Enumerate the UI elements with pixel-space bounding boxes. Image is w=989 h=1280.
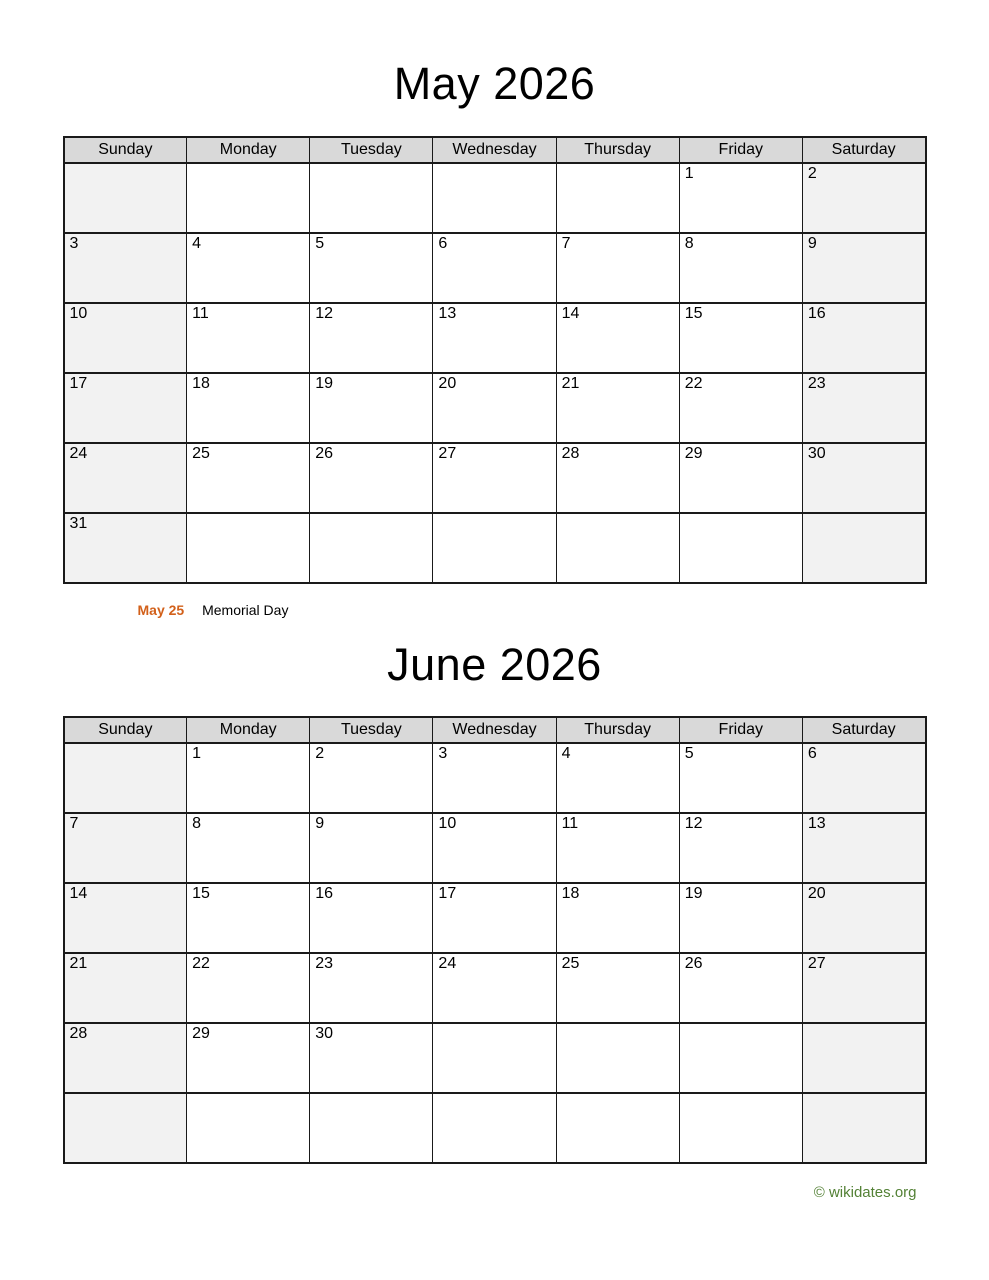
day-cell-12: 12 [679,813,802,883]
day-cell-14: 14 [64,883,187,953]
day-cell-16: 16 [310,883,433,953]
day-cell-29: 29 [679,443,802,513]
day-cell-7: 7 [556,233,679,303]
day-cell-9: 9 [802,233,925,303]
day-header-thursday: Thursday [556,717,679,743]
day-header-sunday: Sunday [64,717,187,743]
empty-day-cell [802,1093,925,1163]
day-cell-5: 5 [679,743,802,813]
wikidates-link[interactable]: © wikidates.org [813,1184,917,1201]
day-cell-1: 1 [679,163,802,233]
day-cell-25: 25 [556,953,679,1023]
day-cell-28: 28 [556,443,679,513]
day-header-monday: Monday [187,137,310,163]
empty-day-cell [802,513,925,583]
empty-day-cell [310,163,433,233]
day-cell-4: 4 [187,233,310,303]
holiday-note [63,602,927,618]
day-cell-18: 18 [187,373,310,443]
day-cell-26: 26 [679,953,802,1023]
day-header-saturday: Saturday [802,137,925,163]
day-cell-2: 2 [802,163,925,233]
week-row [64,233,926,303]
day-cell-4: 4 [556,743,679,813]
day-cell-20: 20 [802,883,925,953]
empty-day-cell [310,513,433,583]
day-cell-13: 13 [433,303,556,373]
empty-day-cell [433,1093,556,1163]
day-header-saturday: Saturday [802,717,925,743]
day-cell-3: 3 [64,233,187,303]
day-cell-15: 15 [679,303,802,373]
day-cell-3: 3 [433,743,556,813]
empty-day-cell [187,1093,310,1163]
day-cell-9: 9 [310,813,433,883]
day-cell-13: 13 [802,813,925,883]
empty-day-cell [64,1093,187,1163]
empty-day-cell [679,1093,802,1163]
weekday-header-row [64,717,926,743]
day-cell-22: 22 [187,953,310,1023]
day-cell-25: 25 [187,443,310,513]
week-row [64,303,926,373]
day-cell-12: 12 [310,303,433,373]
week-row [64,1093,926,1163]
day-cell-24: 24 [64,443,187,513]
week-row [64,443,926,513]
day-cell-16: 16 [802,303,925,373]
day-header-thursday: Thursday [556,137,679,163]
day-cell-24: 24 [433,953,556,1023]
day-cell-10: 10 [433,813,556,883]
day-header-friday: Friday [679,717,802,743]
week-row [64,373,926,443]
day-cell-21: 21 [64,953,187,1023]
empty-day-cell [556,1023,679,1093]
day-header-wednesday: Wednesday [433,137,556,163]
footer [63,1184,927,1201]
calendar-table-may [63,136,927,584]
day-cell-27: 27 [802,953,925,1023]
day-cell-28: 28 [64,1023,187,1093]
day-cell-19: 19 [310,373,433,443]
holiday-label: Memorial Day [202,601,289,618]
day-cell-23: 23 [310,953,433,1023]
day-cell-14: 14 [556,303,679,373]
day-cell-26: 26 [310,443,433,513]
day-cell-19: 19 [679,883,802,953]
empty-day-cell [556,1093,679,1163]
calendar-table-june [63,716,927,1164]
month-title-june: June 2026 [387,638,602,690]
day-header-tuesday: Tuesday [310,137,433,163]
holiday-date: May 25 [137,601,185,618]
day-cell-8: 8 [187,813,310,883]
day-cell-17: 17 [433,883,556,953]
week-row [64,813,926,883]
day-cell-11: 11 [556,813,679,883]
day-cell-2: 2 [310,743,433,813]
empty-day-cell [310,1093,433,1163]
day-cell-7: 7 [64,813,187,883]
weekday-header-row [64,137,926,163]
empty-day-cell [433,163,556,233]
day-header-friday: Friday [679,137,802,163]
day-header-sunday: Sunday [64,137,187,163]
empty-day-cell [187,513,310,583]
empty-day-cell [433,513,556,583]
empty-day-cell [556,163,679,233]
day-cell-10: 10 [64,303,187,373]
day-cell-20: 20 [433,373,556,443]
empty-day-cell [64,743,187,813]
day-cell-15: 15 [187,883,310,953]
empty-day-cell [433,1023,556,1093]
month-title-may: May 2026 [393,58,596,109]
day-cell-30: 30 [802,443,925,513]
day-cell-31: 31 [64,513,187,583]
empty-day-cell [679,1023,802,1093]
week-row [64,513,926,583]
empty-day-cell [679,513,802,583]
empty-day-cell [187,163,310,233]
day-cell-8: 8 [679,233,802,303]
day-cell-5: 5 [310,233,433,303]
week-row [64,883,926,953]
day-cell-17: 17 [64,373,187,443]
day-cell-18: 18 [556,883,679,953]
week-row [64,743,926,813]
day-cell-6: 6 [433,233,556,303]
day-header-wednesday: Wednesday [433,717,556,743]
day-cell-23: 23 [802,373,925,443]
week-row [64,1023,926,1093]
day-cell-22: 22 [679,373,802,443]
day-cell-29: 29 [187,1023,310,1093]
empty-day-cell [556,513,679,583]
week-row [64,953,926,1023]
empty-day-cell [802,1023,925,1093]
day-cell-30: 30 [310,1023,433,1093]
day-cell-27: 27 [433,443,556,513]
empty-day-cell [64,163,187,233]
day-header-tuesday: Tuesday [310,717,433,743]
day-cell-1: 1 [187,743,310,813]
day-header-monday: Monday [187,717,310,743]
day-cell-6: 6 [802,743,925,813]
day-cell-21: 21 [556,373,679,443]
day-cell-11: 11 [187,303,310,373]
week-row [64,163,926,233]
